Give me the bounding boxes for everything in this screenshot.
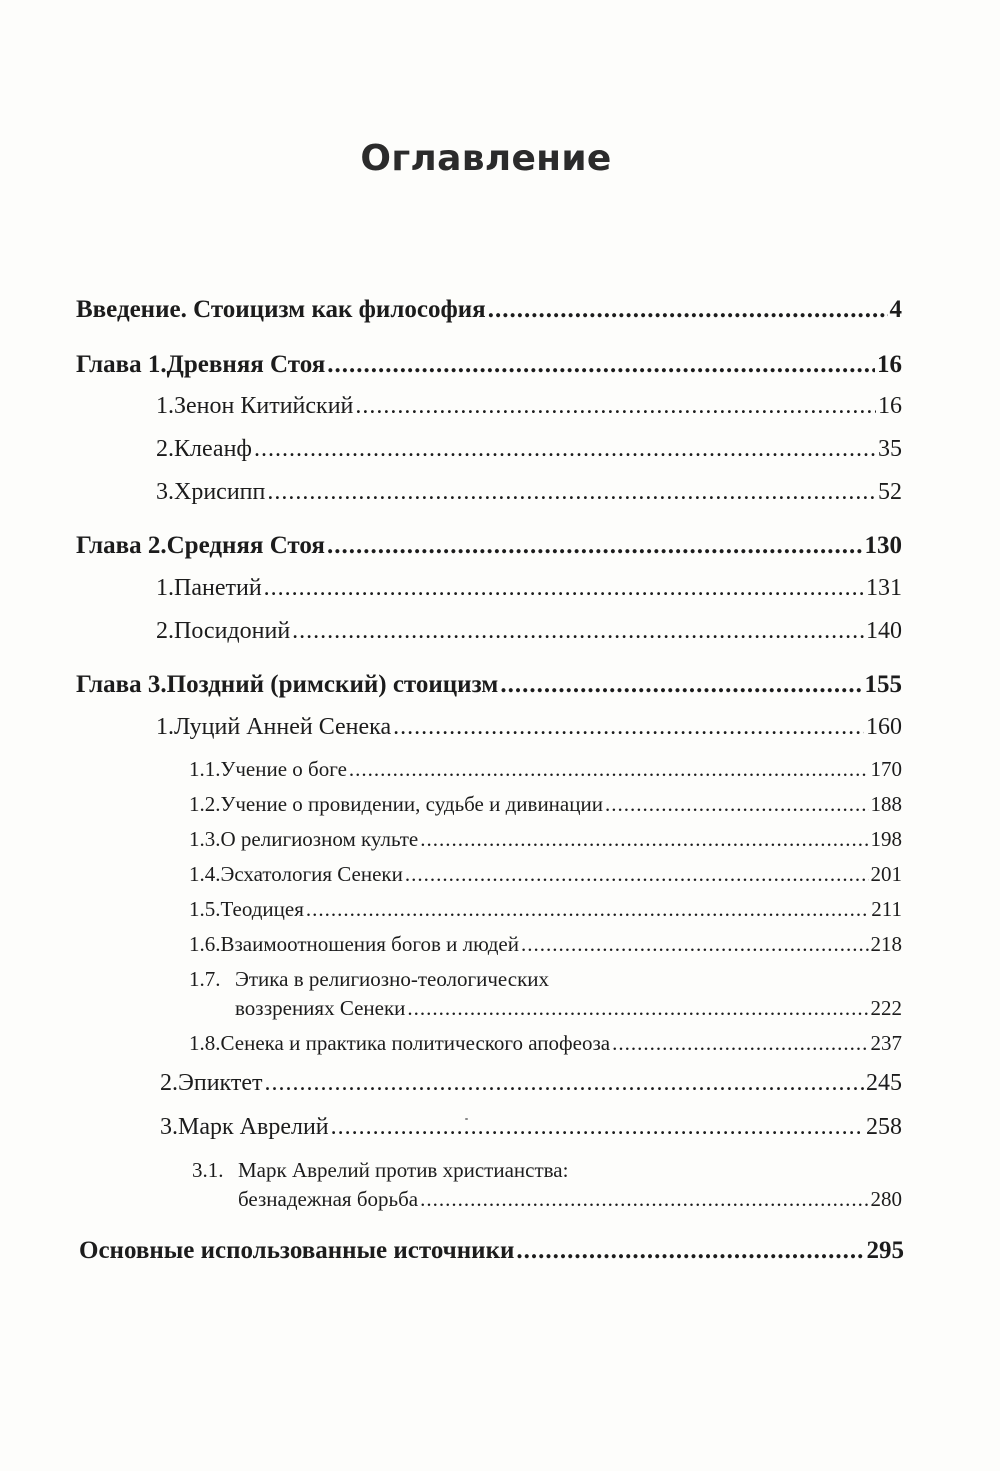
- toc-entry-number: 3.: [160, 1114, 178, 1140]
- toc-entry-page: 140: [866, 618, 902, 644]
- toc-entry-label: воззрениях Сенеки: [235, 996, 406, 1020]
- toc-entry-section[interactable]: [156, 618, 902, 645]
- toc-entry-number: 1.: [156, 393, 174, 419]
- toc-entry-number: 1.2.: [189, 792, 221, 816]
- toc-leader-dots: [292, 618, 864, 645]
- toc-leader-dots: [267, 479, 876, 506]
- toc-leader-dots: [265, 1070, 864, 1097]
- toc-entry-label: Учение о боге: [220, 757, 347, 781]
- toc-entry-label: Марк Аврелий: [178, 1114, 329, 1140]
- toc-leader-dots: [355, 393, 876, 420]
- toc-entry-page: 130: [864, 532, 902, 559]
- toc-entry-label: Сенека и практика политического апофеоза: [220, 1031, 611, 1055]
- toc-entry-number: 2.: [156, 618, 174, 644]
- toc-entry-label: Зенон Китийский: [174, 393, 354, 419]
- toc-entry-section[interactable]: [156, 436, 902, 463]
- page-title: Оглавление: [360, 138, 612, 179]
- toc-entry-subsection[interactable]: [189, 792, 902, 817]
- toc-leader-dots: [264, 575, 864, 602]
- toc-leader-dots: [254, 436, 876, 463]
- toc-entry-page: 295: [866, 1237, 904, 1264]
- toc-entry-label: Теодицея: [220, 897, 304, 921]
- toc-entry-number: 3.1.: [192, 1158, 224, 1182]
- scan-speck: [465, 1118, 468, 1120]
- toc-leader-dots: [327, 532, 863, 560]
- toc-entry-section[interactable]: [160, 1070, 902, 1097]
- toc-leader-dots: [500, 671, 862, 699]
- toc-entry-label: Введение. Стоицизм как философия: [76, 296, 486, 323]
- toc-entry-label: Взаимоотношения богов и людей: [220, 932, 519, 956]
- toc-entry-subsection[interactable]: [189, 757, 902, 782]
- toc-entry-number: 1.5.: [189, 897, 221, 921]
- toc-entry-page: 131: [866, 575, 902, 601]
- toc-entry-subsection-first-line[interactable]: [189, 967, 549, 992]
- toc-entry-label: безнадежная борьба: [238, 1187, 419, 1211]
- toc-entry-page: 16: [877, 351, 902, 378]
- toc-entry-section[interactable]: [156, 575, 902, 602]
- toc-entry-page: 16: [878, 393, 902, 419]
- toc-leader-dots: [349, 757, 869, 782]
- toc-entry-number: 1.4.: [189, 862, 221, 886]
- toc-leader-dots: [420, 1187, 868, 1212]
- toc-entry-subsection[interactable]: [235, 996, 902, 1021]
- toc-entry-page: 170: [870, 757, 902, 781]
- toc-entry-chapter-2[interactable]: [76, 532, 902, 560]
- toc-entry-label: Панетий: [174, 575, 262, 601]
- toc-entry-number: 1.1.: [189, 757, 221, 781]
- toc-entry-number: 1.8.: [189, 1031, 221, 1055]
- toc-entry-number: 2.: [156, 436, 174, 462]
- toc-entry-number: 1.3.: [189, 827, 221, 851]
- toc-entry-page: 4: [889, 296, 902, 323]
- toc-entry-label: Эсхатология Сенеки: [220, 862, 403, 886]
- toc-entry-number: 1.: [156, 714, 174, 740]
- toc-leader-dots: [488, 296, 888, 324]
- toc-leader-dots: [605, 792, 869, 817]
- toc-entry-number: Глава 3.: [76, 671, 167, 698]
- toc-leader-dots: [516, 1237, 864, 1265]
- toc-entry-section[interactable]: [160, 1114, 902, 1141]
- toc-entry-page: 258: [866, 1114, 902, 1140]
- toc-entry-sources[interactable]: [79, 1237, 904, 1265]
- toc-leader-dots: [521, 932, 869, 957]
- toc-entry-subsection-first-line[interactable]: [192, 1158, 568, 1183]
- toc-entry-page: 198: [870, 827, 902, 851]
- toc-leader-dots: [420, 827, 868, 852]
- toc-entry-number: 2.: [160, 1070, 178, 1096]
- toc-entry-label: Луций Анней Сенека: [174, 714, 392, 740]
- toc-entry-label: Хрисипп: [174, 479, 266, 505]
- toc-entry-section[interactable]: [156, 393, 902, 420]
- toc-entry-label: Поздний (римский) стоицизм: [166, 671, 499, 698]
- toc-entry-number: Глава 1.: [76, 351, 167, 378]
- toc-entry-page: 155: [864, 671, 902, 698]
- toc-entry-page: 160: [866, 714, 902, 740]
- toc-entry-subsection[interactable]: [189, 862, 902, 887]
- toc-entry-number: 3.: [156, 479, 174, 505]
- toc-entry-label: Основные использованные источники: [79, 1237, 515, 1264]
- toc-entry-subsection[interactable]: [189, 932, 902, 957]
- toc-entry-page: 52: [878, 479, 902, 505]
- toc-leader-dots: [393, 714, 864, 741]
- toc-entry-page: 35: [878, 436, 902, 462]
- toc-leader-dots: [306, 897, 869, 922]
- toc-entry-number: 1.6.: [189, 932, 221, 956]
- toc-entry-subsection[interactable]: [189, 897, 902, 922]
- toc-entry-page: 280: [870, 1187, 902, 1211]
- toc-leader-dots: [405, 862, 869, 887]
- toc-entry-number: Глава 2.: [76, 532, 167, 559]
- toc-entry-chapter-1[interactable]: [76, 351, 902, 379]
- toc-entry-page: 201: [870, 862, 902, 886]
- toc-entry-intro[interactable]: [76, 296, 902, 324]
- toc-leader-dots: [612, 1031, 868, 1056]
- toc-leader-dots: [331, 1114, 864, 1141]
- toc-entry-label: Учение о провидении, судьбе и дивинации: [220, 792, 603, 816]
- toc-entry-label: О религиозном культе: [220, 827, 419, 851]
- toc-entry-label: Клеанф: [174, 436, 252, 462]
- toc-entry-page: 188: [870, 792, 902, 816]
- toc-entry-number: 1.: [156, 575, 174, 601]
- toc-entry-subsection[interactable]: [189, 827, 902, 852]
- toc-entry-subsection[interactable]: [189, 1031, 902, 1056]
- toc-entry-label: Посидоний: [174, 618, 291, 644]
- toc-leader-dots: [407, 996, 868, 1021]
- toc-entry-label: Древняя Стоя: [166, 351, 326, 378]
- toc-entry-label: Средняя Стоя: [166, 532, 325, 559]
- toc-entry-page: 211: [871, 897, 902, 921]
- toc-entry-section[interactable]: [156, 479, 902, 506]
- toc-entry-label: Марк Аврелий против христианства:: [238, 1158, 569, 1182]
- toc-entry-section[interactable]: [156, 714, 902, 741]
- toc-leader-dots: [327, 351, 875, 379]
- toc-entry-page: 222: [870, 996, 902, 1020]
- toc-entry-page: 237: [870, 1031, 902, 1055]
- toc-entry-page: 245: [866, 1070, 902, 1096]
- toc-entry-number: 1.7.: [189, 967, 221, 991]
- toc-entry-subsection[interactable]: [238, 1187, 902, 1212]
- toc-entry-label: Этика в религиозно-теологических: [235, 967, 550, 991]
- toc-entry-page: 218: [870, 932, 902, 956]
- toc-entry-chapter-3[interactable]: [76, 671, 902, 699]
- toc-entry-label: Эпиктет: [178, 1070, 263, 1096]
